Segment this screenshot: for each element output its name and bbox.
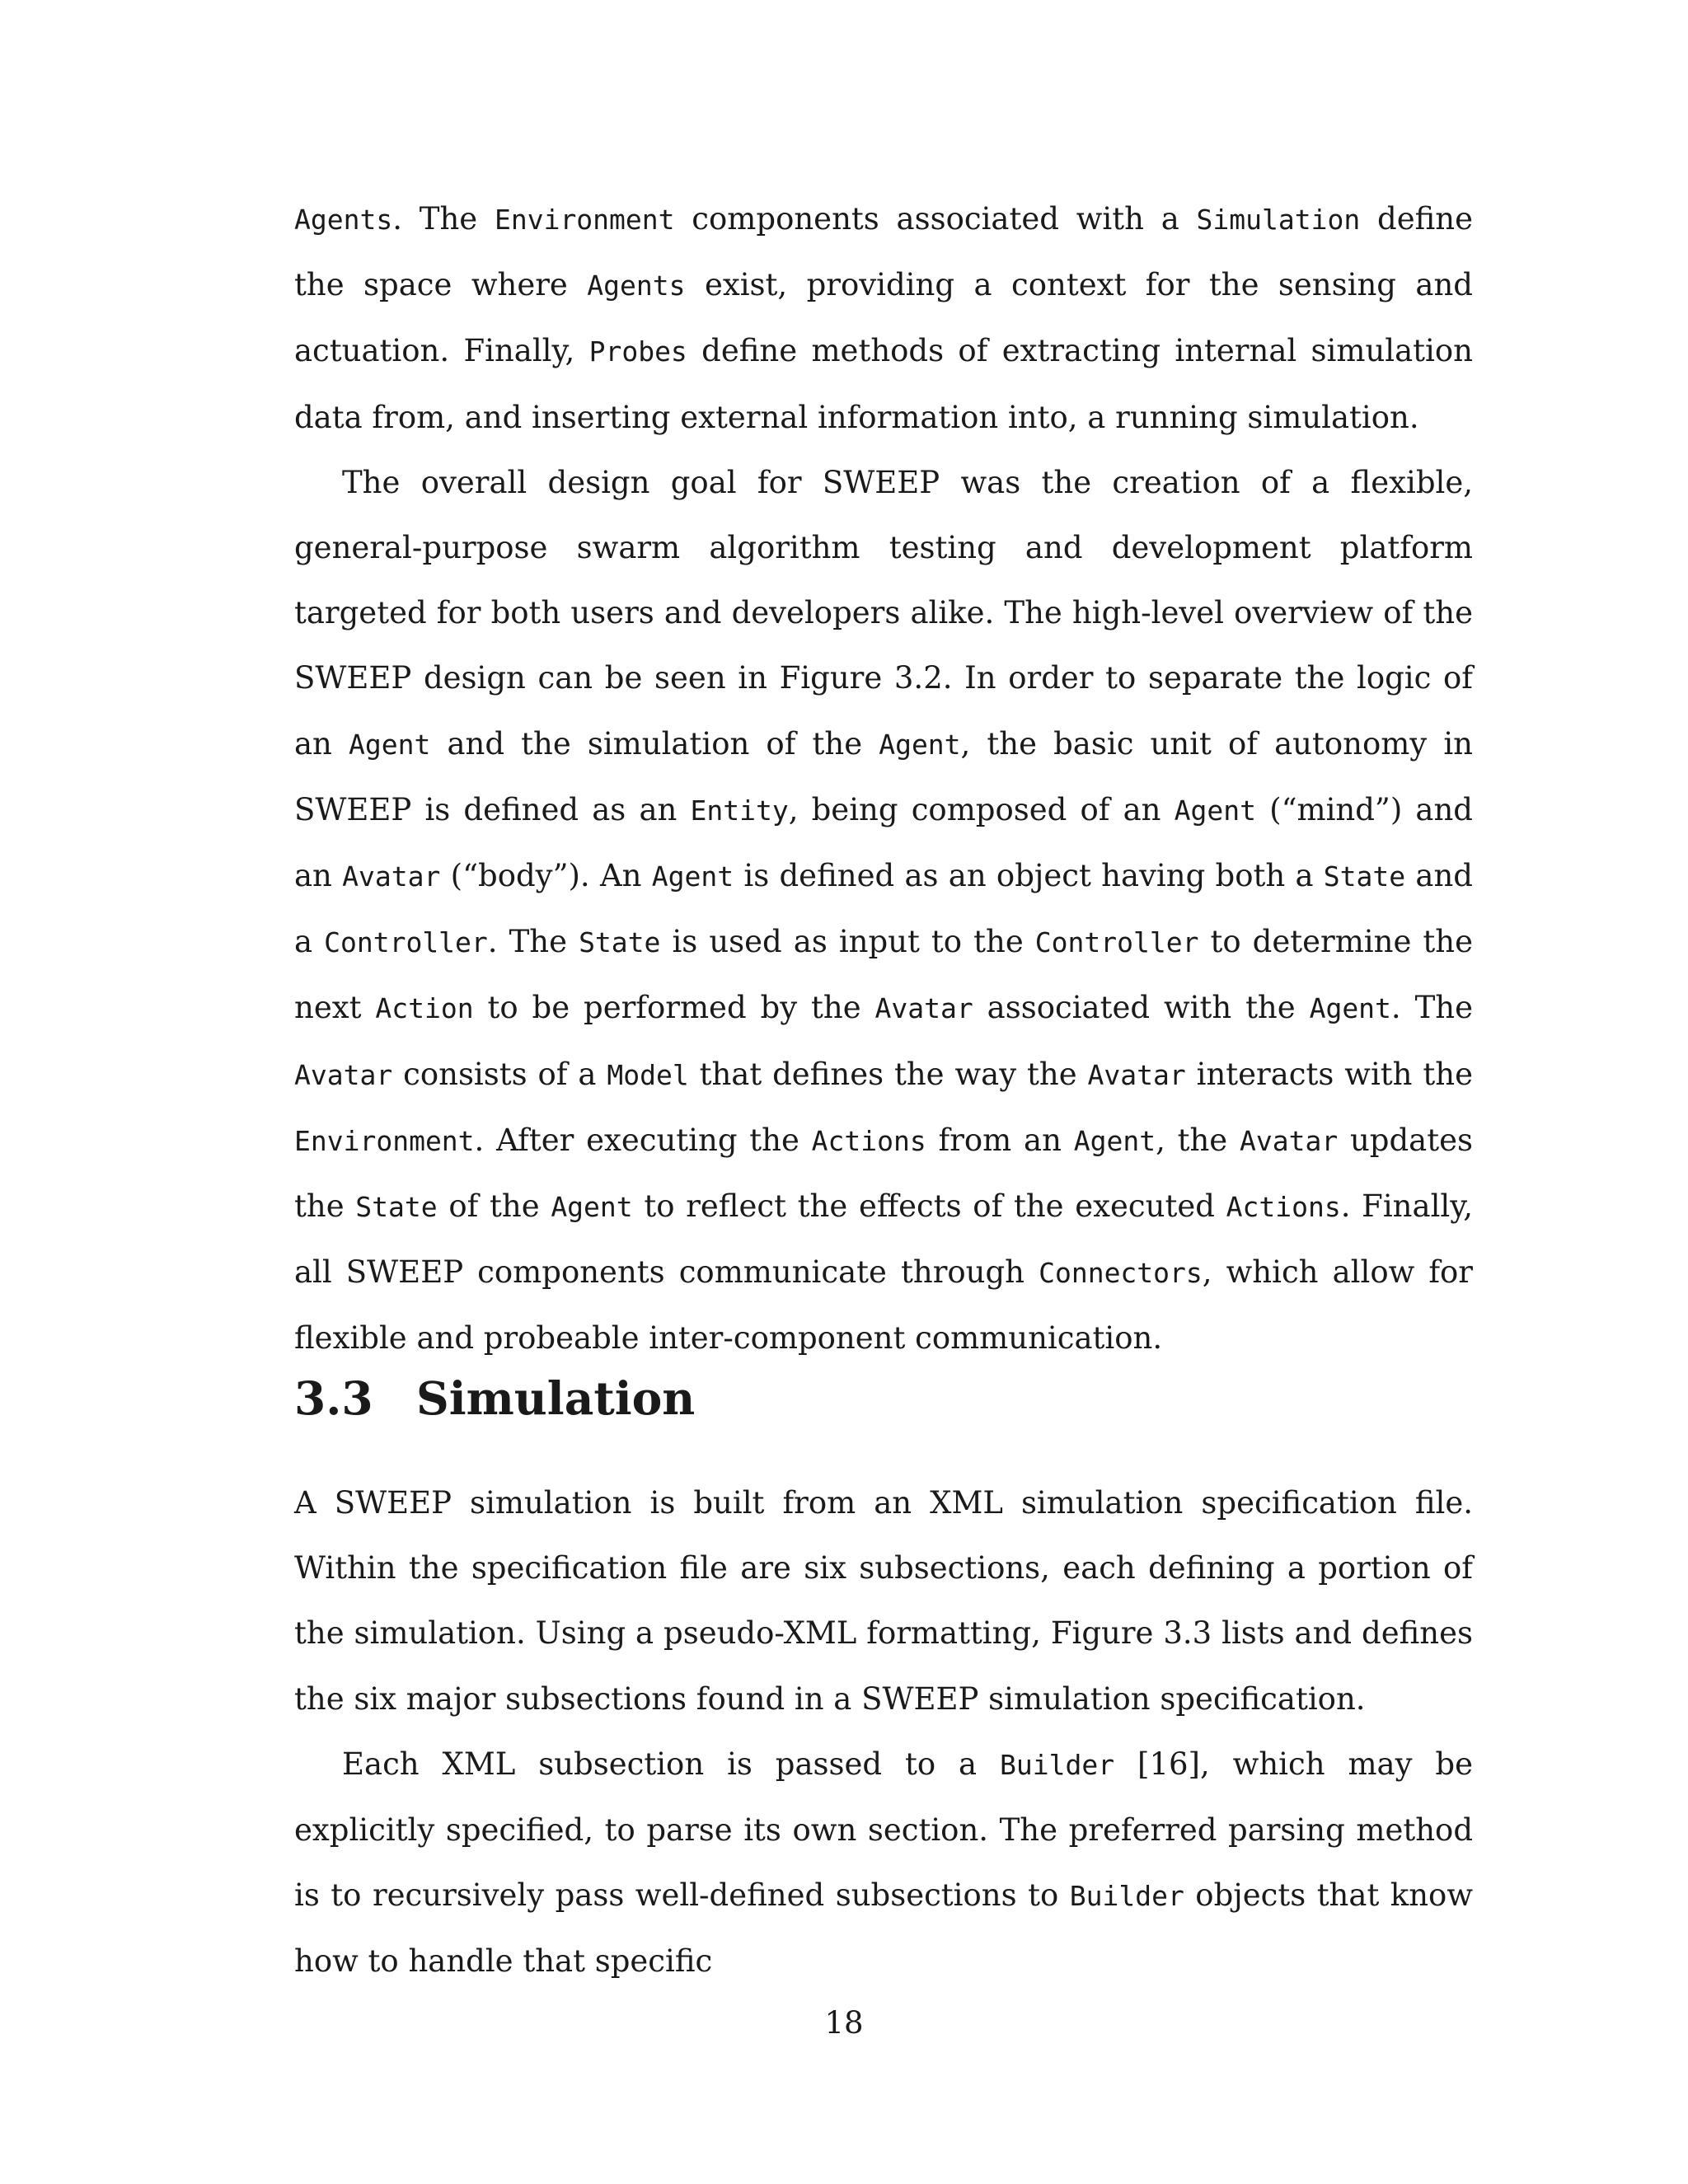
text-run: . The [392,201,495,237]
text-run: components associated with a [674,201,1197,237]
text-run: of the [437,1188,551,1225]
code-term: Avatar [342,860,441,893]
text-run: is used as input to the [660,924,1035,960]
code-term: Probes [588,335,687,368]
paragraph [294,1732,1473,1994]
code-term: Controller [1034,926,1199,959]
text-run: A SWEEP simulation is built from an XML simulation specification file. Within the specification file are six subsections, each defining a portion of the simulation. Using a pseudo-XML formatting, Figure 3.3 lists and defines the six major subsections found in a SWEEP simulation specification. [294,1485,1473,1717]
text-run: , the basic unit of autonomy in SWEEP is defined as an [294,725,1473,827]
code-term: Environment [294,1124,475,1157]
section-number: 3.3 [294,1371,373,1425]
text-run: (“body”). An [440,858,652,894]
code-term: Controller [324,926,488,959]
text-run: , being composed of an [788,791,1175,827]
text-run: updates the [294,1122,1473,1225]
code-term: State [355,1191,438,1224]
text-run: . The [1390,990,1473,1026]
text-run: [16], which may be explicitly specified, to parse its own section. The preferred parsing method is to recursively pass well-defined subsections to [294,1746,1473,1914]
code-term: Avatar [874,992,973,1025]
code-term: Builder [1069,1880,1184,1913]
code-term: State [579,926,661,959]
text-run: , the [1156,1122,1240,1158]
text-run: objects that know how to handle that specific [294,1877,1474,1980]
section-title: Simulation [416,1371,696,1425]
text-run: . After executing the [474,1122,812,1158]
text-run: to be performed by the [473,990,875,1026]
text-run: to reflect the effects of the executed [632,1188,1226,1225]
body-text-before-section [294,186,1473,1371]
code-term: Agent [1073,1124,1156,1157]
code-term: Agent [1309,992,1391,1025]
text-run: is defined as an object having both a [734,858,1324,894]
text-run: consists of a [392,1056,607,1092]
paragraph [294,186,1473,450]
code-term: Agent [651,860,734,893]
text-run: to determine the next [294,924,1473,1026]
page-number: 18 [824,2005,864,2041]
text-run: Each XML subsection is passed to a [342,1746,1001,1782]
code-term: Actions [811,1124,926,1157]
text-run: and a [294,858,1473,960]
code-term: Agents [294,204,393,236]
code-term: Environment [494,204,675,236]
code-term: Simulation [1196,204,1361,236]
code-term: Agent [551,1191,633,1224]
text-run: . Finally, all SWEEP components communicate through [294,1188,1473,1291]
code-term: Avatar [1239,1124,1339,1157]
paragraph [294,450,1473,1371]
code-term: Agent [1174,794,1256,827]
text-run: The overall design goal for SWEEP was the creation of a flexible, general-purpose swarm algorithm testing and development platform targeted for both users and developers alike. The high-level overview of the SWEEP design can be seen in Figure 3.2. In order to separate the logic of an [294,464,1473,762]
code-term: Builder [1000,1748,1115,1781]
text-run: . The [487,924,579,960]
text-run: that defines the way the [688,1056,1088,1092]
code-term: Avatar [294,1058,393,1091]
text-run: and the simulation of the [430,725,879,762]
code-term: Model [607,1058,689,1091]
code-term: Agents [587,269,686,302]
code-term: Entity [690,794,789,827]
text-run: , which allow for flexible and probeable inter-component communication. [294,1254,1473,1357]
code-term: Actions [1226,1191,1341,1224]
text-run: exist, providing a context for the sensing and actuation. Finally, [294,267,1473,369]
code-term: Agent [349,728,431,761]
code-term: Connectors [1039,1257,1203,1290]
text-run: from an [926,1122,1074,1158]
text-run: (“mind”) and an [294,791,1473,894]
text-run: interacts with the [1185,1056,1473,1092]
paragraph [294,1470,1473,1732]
body-text-after-section [294,1470,1473,1994]
code-term: Avatar [1087,1058,1186,1091]
section-heading [294,1370,695,1427]
code-term: State [1323,860,1406,893]
text-run: associated with the [973,990,1310,1026]
code-term: Agent [879,728,961,761]
text-run: define the space where [294,201,1474,303]
code-term: Action [375,992,474,1025]
text-run: define methods of extracting internal simulation data from, and inserting external information into, a running simulation. [294,333,1473,435]
